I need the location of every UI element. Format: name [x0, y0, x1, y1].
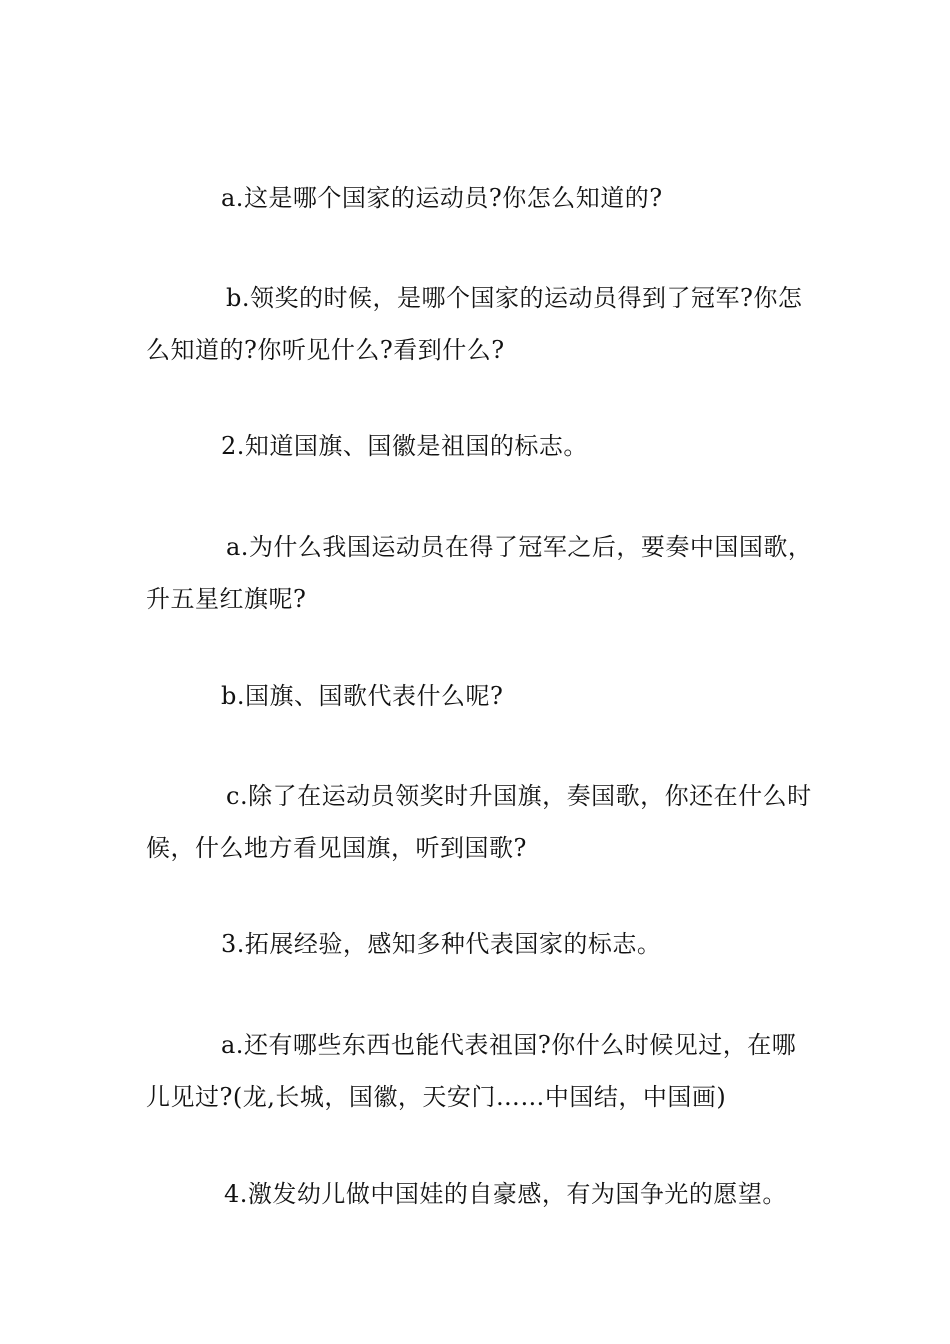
paragraph-question-a-anthem: a.为什么我国运动员在得了冠军之后，要奏中国国歌，升五星红旗呢? — [146, 533, 813, 613]
paragraph-question-a-country: a.这是哪个国家的运动员?你怎么知道的? — [221, 184, 663, 212]
paragraph-step-4-heading: 4.激发幼儿做中国娃的自豪感，有为国争光的愿望。 — [224, 1180, 787, 1208]
paragraph-question-b-award: b.领奖的时候，是哪个国家的运动员得到了冠军?你怎么知道的?你听见什么?看到什么? — [146, 284, 803, 364]
paragraph-question-b-meaning: b.国旗、国歌代表什么呢? — [221, 682, 504, 710]
paragraph-question-c-where: c.除了在运动员领奖时升国旗，奏国歌，你还在什么时候，什么地方看见国旗，听到国歌? — [146, 782, 812, 862]
paragraph-step-3-heading: 3.拓展经验，感知多种代表国家的标志。 — [221, 930, 662, 958]
paragraph-question-a-symbols: a.还有哪些东西也能代表祖国?你什么时候见过，在哪儿见过?(龙,长城，国徽，天安门……中国结，中国画) — [146, 1031, 797, 1111]
paragraph-step-2-heading: 2.知道国旗、国徽是祖国的标志。 — [221, 432, 588, 460]
